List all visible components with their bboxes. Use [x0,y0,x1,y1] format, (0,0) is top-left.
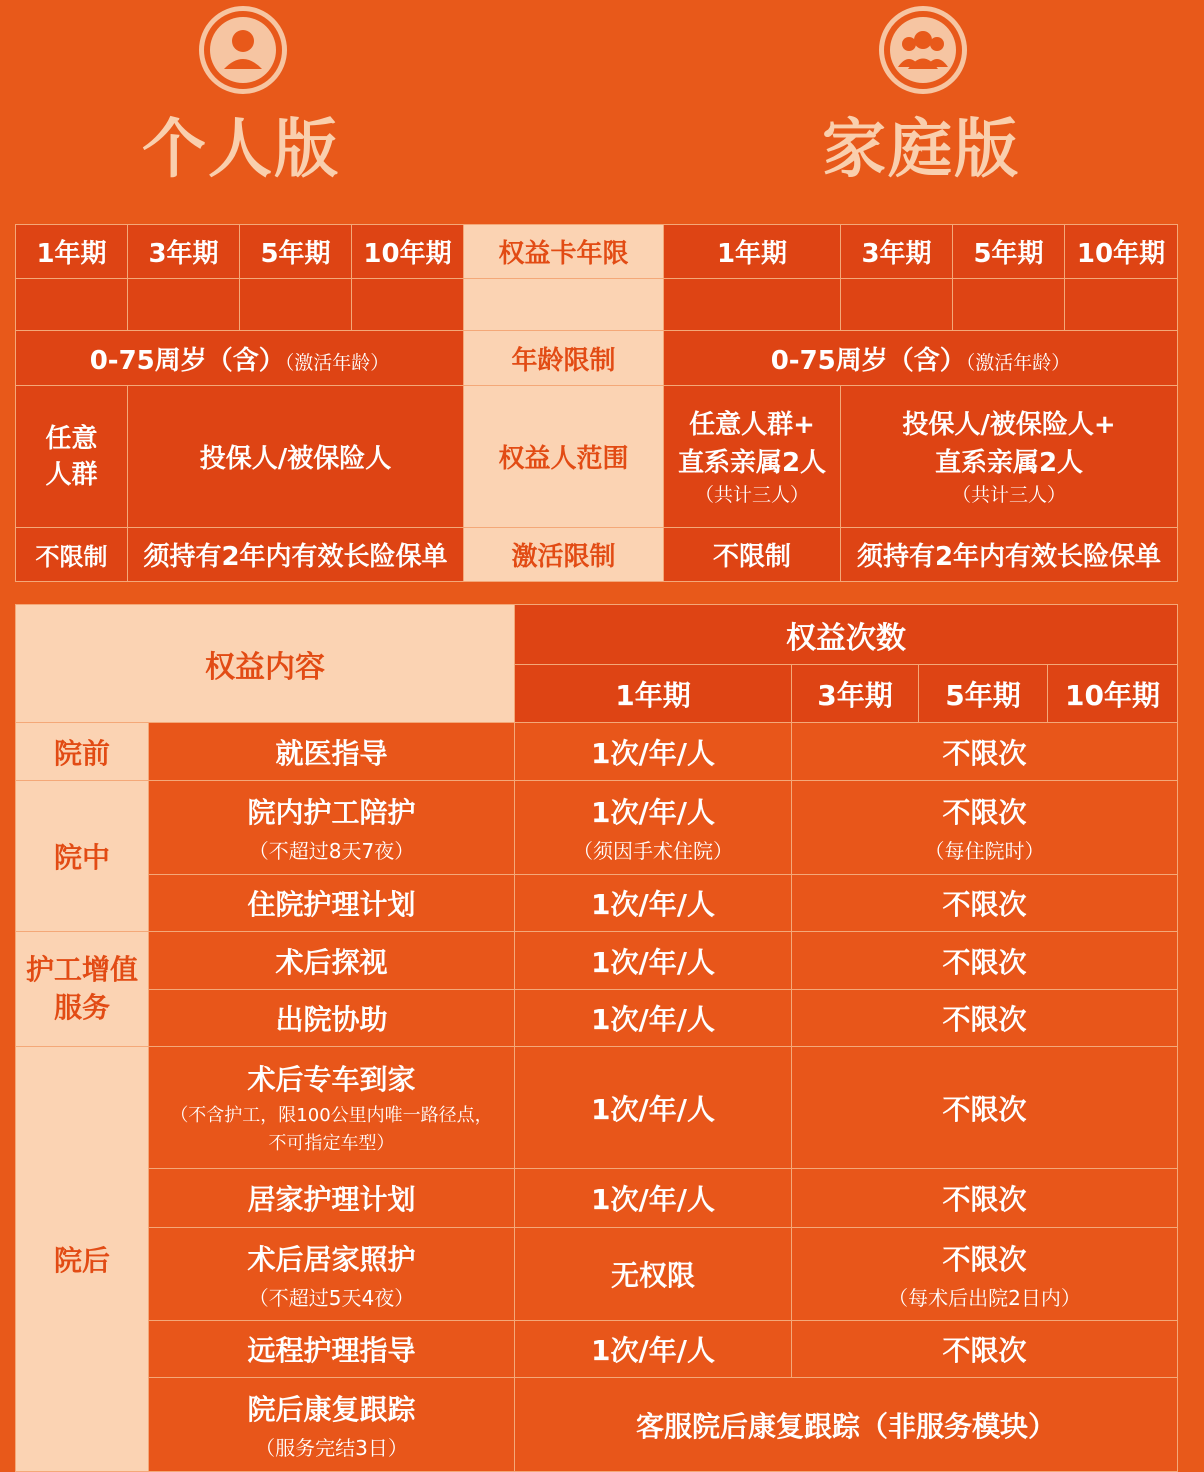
count-value: 不限次 [942,796,1027,829]
benefit-name: 术后探视 [149,932,515,990]
count-value: 不限次 [942,1242,1027,1276]
family-age-limit [664,331,1178,386]
benefit-other-terms: 不限次 [792,990,1178,1047]
benefit-other-terms: 不限次 [792,932,1178,990]
benefit-first-year: 1次/年/人 [515,1321,792,1378]
benefit-name: 远程护理指导 [149,1321,515,1378]
age-value: 0-75周岁（含） [770,345,966,376]
benefit-name [149,1228,515,1321]
age-value: 0-75周岁（含） [89,345,285,376]
price-cell [352,279,464,331]
family-term-5: 5年期 [953,225,1065,279]
benefit-other-terms [792,781,1178,875]
price-cell [16,279,128,331]
price-cell [664,279,841,331]
scope-line: 直系亲属2人 [677,447,827,478]
benefit-note: （不超过5天4夜） [248,1285,415,1310]
personal-term-3: 3年期 [128,225,240,279]
stage-pre: 院前 [16,723,149,781]
benefit-first-year: 无权限 [515,1228,792,1321]
stage-in: 院中 [16,781,149,932]
benefit-name [149,1378,515,1472]
benefit-detail-table [15,604,1178,1472]
scope-note: （共计三人） [694,483,809,506]
benefit-title: 术后专车到家 [247,1062,416,1096]
price-label-cell [464,279,664,331]
benefit-other-terms: 不限次 [792,1169,1178,1228]
count-value: 1次/年/人 [591,796,715,829]
edition-header [0,0,1204,218]
family-activation-requirement: 须持有2年内有效长险保单 [841,528,1178,582]
count-note: （每住院时） [924,839,1045,863]
age-note: （激活年龄） [965,351,1071,374]
personal-activation-unlimited: 不限制 [16,528,128,582]
price-cell [841,279,953,331]
benefit-other-terms [792,1228,1178,1321]
stage-value-add-label: 护工增值服务 [25,953,138,1024]
stage-value-add [16,932,149,1047]
count-term-5: 5年期 [919,665,1048,723]
benefit-first-year: 1次/年/人 [515,932,792,990]
benefit-count-header: 权益次数 [515,605,1178,665]
personal-scope-any [16,386,128,528]
personal-age-limit [16,331,464,386]
benefit-first-year [515,781,792,875]
age-note: （激活年龄） [284,351,390,374]
term-row-label: 权益卡年限 [464,225,664,279]
family-edition-title: 家庭版 [822,113,1020,187]
scope-row-label: 权益人范围 [464,386,664,528]
benefit-first-year: 1次/年/人 [515,1169,792,1228]
benefit-note: （服务完结3日） [255,1436,408,1460]
personal-activation-requirement: 须持有2年内有效长险保单 [128,528,464,582]
benefit-name: 住院护理计划 [149,875,515,932]
count-note: （每术后出院2日内） [888,1285,1081,1310]
group-icon [879,6,967,94]
benefit-first-year: 1次/年/人 [515,875,792,932]
scope-line: 直系亲属2人 [934,447,1084,478]
family-term-3: 3年期 [841,225,953,279]
benefit-merged-count: 客服院后康复跟踪（非服务模块） [515,1378,1178,1472]
personal-term-10: 10年期 [352,225,464,279]
personal-edition-title: 个人版 [142,113,340,187]
family-scope-insured [841,386,1178,528]
person-icon [199,6,287,94]
personal-term-5: 5年期 [240,225,352,279]
stage-post: 院后 [16,1047,149,1472]
price-cell [1065,279,1178,331]
price-cell [240,279,352,331]
benefit-content-header: 权益内容 [16,605,515,723]
benefit-note: （不超过8天7夜） [248,839,415,863]
price-cell [953,279,1065,331]
benefit-other-terms: 不限次 [792,1047,1178,1169]
family-term-1: 1年期 [664,225,841,279]
benefit-name [149,781,515,875]
age-row-label: 年龄限制 [464,331,664,386]
benefit-title: 术后居家照护 [247,1242,416,1276]
scope-any-label: 任意人群 [45,423,98,490]
benefit-name: 就医指导 [149,723,515,781]
benefit-title: 院内护工陪护 [247,796,416,829]
benefit-other-terms: 不限次 [792,1321,1178,1378]
benefit-first-year: 1次/年/人 [515,990,792,1047]
count-term-10: 10年期 [1048,665,1178,723]
benefit-name: 居家护理计划 [149,1169,515,1228]
edition-comparison-table [15,224,1178,582]
activation-row-label: 激活限制 [464,528,664,582]
benefit-other-terms: 不限次 [792,875,1178,932]
family-scope-any [664,386,841,528]
personal-scope-insured: 投保人/被保险人 [128,386,464,528]
personal-term-1: 1年期 [16,225,128,279]
benefit-name: 出院协助 [149,990,515,1047]
count-term-1: 1年期 [515,665,792,723]
benefit-note: （不含护工，限100公里内唯一路径点，不可指定车型） [170,1104,493,1154]
family-term-10: 10年期 [1065,225,1178,279]
price-cell [128,279,240,331]
benefit-other-terms: 不限次 [792,723,1178,781]
scope-line: 任意人群+ [689,409,815,440]
scope-line: 投保人/被保险人+ [902,409,1116,440]
benefit-title: 院后康复跟踪 [247,1393,416,1426]
benefit-name [149,1047,515,1169]
family-activation-unlimited: 不限制 [664,528,841,582]
count-term-3: 3年期 [792,665,919,723]
benefit-first-year: 1次/年/人 [515,723,792,781]
benefit-first-year: 1次/年/人 [515,1047,792,1169]
scope-note: （共计三人） [951,483,1066,506]
count-note: （须因手术住院） [573,839,733,863]
